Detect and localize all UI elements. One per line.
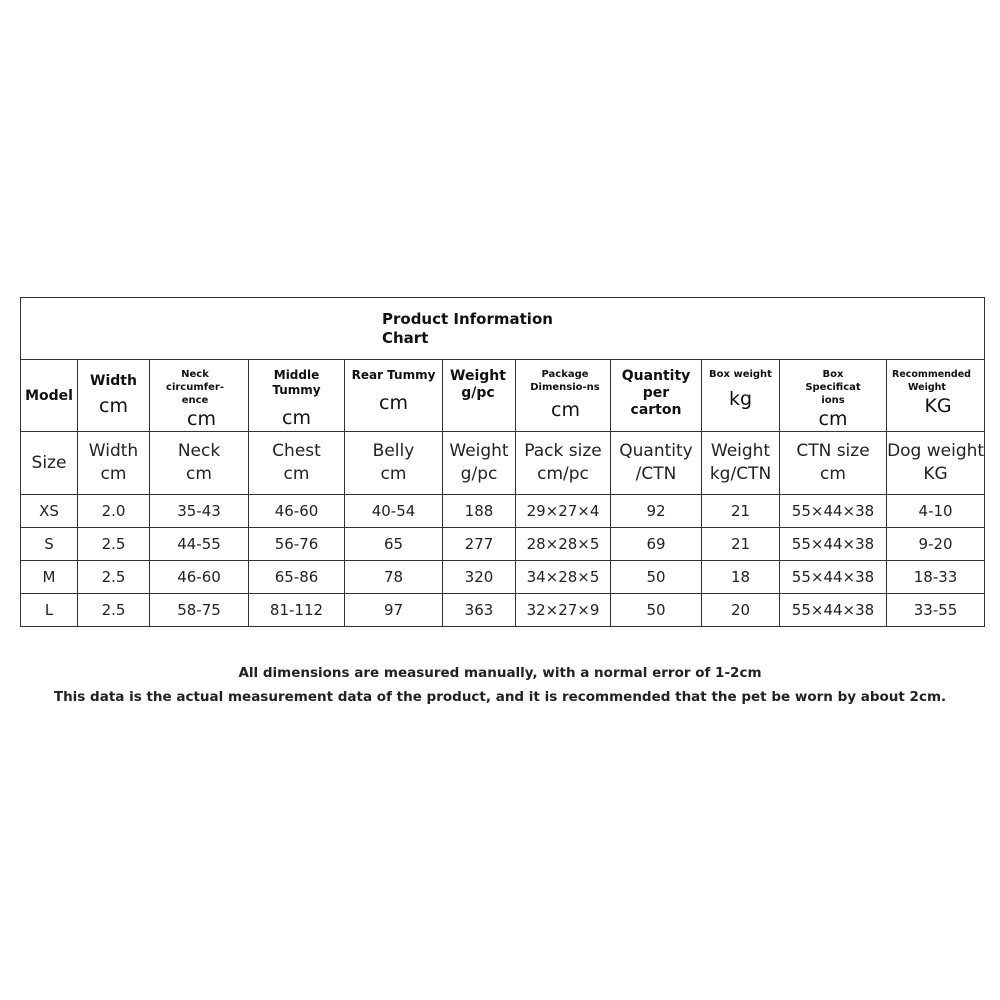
header-recommended-weight: Recommended Weight KG [887, 360, 985, 432]
label-box-weight: Weight kg/CTN [702, 432, 780, 495]
header-quantity: Quantity per carton [611, 360, 702, 432]
cell-pack-size: 32×27×9 [516, 594, 611, 627]
label-row [21, 432, 985, 495]
cell-neck: 44-55 [150, 528, 249, 561]
cell-ctn-size: 55×44×38 [780, 528, 887, 561]
label-size: Size [21, 432, 78, 495]
table-row [21, 495, 985, 528]
product-information-table [20, 297, 985, 627]
header-row [21, 360, 985, 432]
cell-dog-weight: 9-20 [887, 528, 985, 561]
cell-ctn-size: 55×44×38 [780, 594, 887, 627]
cell-dog-weight: 33-55 [887, 594, 985, 627]
cell-box-weight: 21 [702, 495, 780, 528]
cell-belly: 97 [345, 594, 443, 627]
label-chest: Chest cm [249, 432, 345, 495]
label-dog-weight: Dog weight KG [887, 432, 985, 495]
cell-ctn-size: 55×44×38 [780, 495, 887, 528]
label-width: Width cm [78, 432, 150, 495]
cell-box-weight: 18 [702, 561, 780, 594]
cell-chest: 56-76 [249, 528, 345, 561]
cell-weight: 320 [443, 561, 516, 594]
cell-width: 2.5 [78, 594, 150, 627]
cell-width: 2.5 [78, 528, 150, 561]
table-row [21, 594, 985, 627]
title-line-1: Product Information [382, 310, 553, 328]
header-weight: Weight g/pc [443, 360, 516, 432]
cell-neck: 35-43 [150, 495, 249, 528]
cell-weight: 363 [443, 594, 516, 627]
cell-width: 2.0 [78, 495, 150, 528]
cell-weight: 188 [443, 495, 516, 528]
cell-pack-size: 28×28×5 [516, 528, 611, 561]
title-cell [21, 298, 985, 360]
label-neck: Neck cm [150, 432, 249, 495]
cell-chest: 46-60 [249, 495, 345, 528]
cell-size: S [21, 528, 78, 561]
title-row [21, 298, 985, 360]
table-row [21, 561, 985, 594]
label-quantity: Quantity /CTN [611, 432, 702, 495]
header-box-weight: Box weight kg [702, 360, 780, 432]
title-line-2: Chart [382, 329, 429, 347]
cell-dog-weight: 4-10 [887, 495, 985, 528]
header-neck: Neck circumfer-ence cm [150, 360, 249, 432]
cell-chest: 65-86 [249, 561, 345, 594]
label-belly: Belly cm [345, 432, 443, 495]
cell-weight: 277 [443, 528, 516, 561]
cell-quantity: 92 [611, 495, 702, 528]
cell-box-weight: 20 [702, 594, 780, 627]
cell-quantity: 50 [611, 594, 702, 627]
data-body [21, 495, 985, 627]
cell-chest: 81-112 [249, 594, 345, 627]
label-ctn-size: CTN size cm [780, 432, 887, 495]
cell-belly: 78 [345, 561, 443, 594]
table-row [21, 528, 985, 561]
header-model: Model [21, 360, 78, 432]
cell-quantity: 69 [611, 528, 702, 561]
header-middle-tummy: Middle Tummy cm [249, 360, 345, 432]
header-width: Width cm [78, 360, 150, 432]
header-box-specifications: Box Specificat ions cm [780, 360, 887, 432]
cell-pack-size: 34×28×5 [516, 561, 611, 594]
note-actual-data: This data is the actual measurement data of the product, and it is recommended that the pet be worn by about 2cm. [53, 689, 947, 705]
cell-neck: 46-60 [150, 561, 249, 594]
header-rear-tummy: Rear Tummy cm [345, 360, 443, 432]
cell-quantity: 50 [611, 561, 702, 594]
label-weight: Weight g/pc [443, 432, 516, 495]
cell-box-weight: 21 [702, 528, 780, 561]
cell-pack-size: 29×27×4 [516, 495, 611, 528]
cell-width: 2.5 [78, 561, 150, 594]
cell-belly: 65 [345, 528, 443, 561]
label-pack-size: Pack size cm/pc [516, 432, 611, 495]
cell-neck: 58-75 [150, 594, 249, 627]
header-package-dimensions: Package Dimensio-ns cm [516, 360, 611, 432]
cell-size: L [21, 594, 78, 627]
table-title [382, 310, 582, 348]
cell-size: XS [21, 495, 78, 528]
cell-dog-weight: 18-33 [887, 561, 985, 594]
cell-ctn-size: 55×44×38 [780, 561, 887, 594]
cell-belly: 40-54 [345, 495, 443, 528]
cell-size: M [21, 561, 78, 594]
note-measurement-error: All dimensions are measured manually, with a normal error of 1-2cm [238, 665, 762, 681]
